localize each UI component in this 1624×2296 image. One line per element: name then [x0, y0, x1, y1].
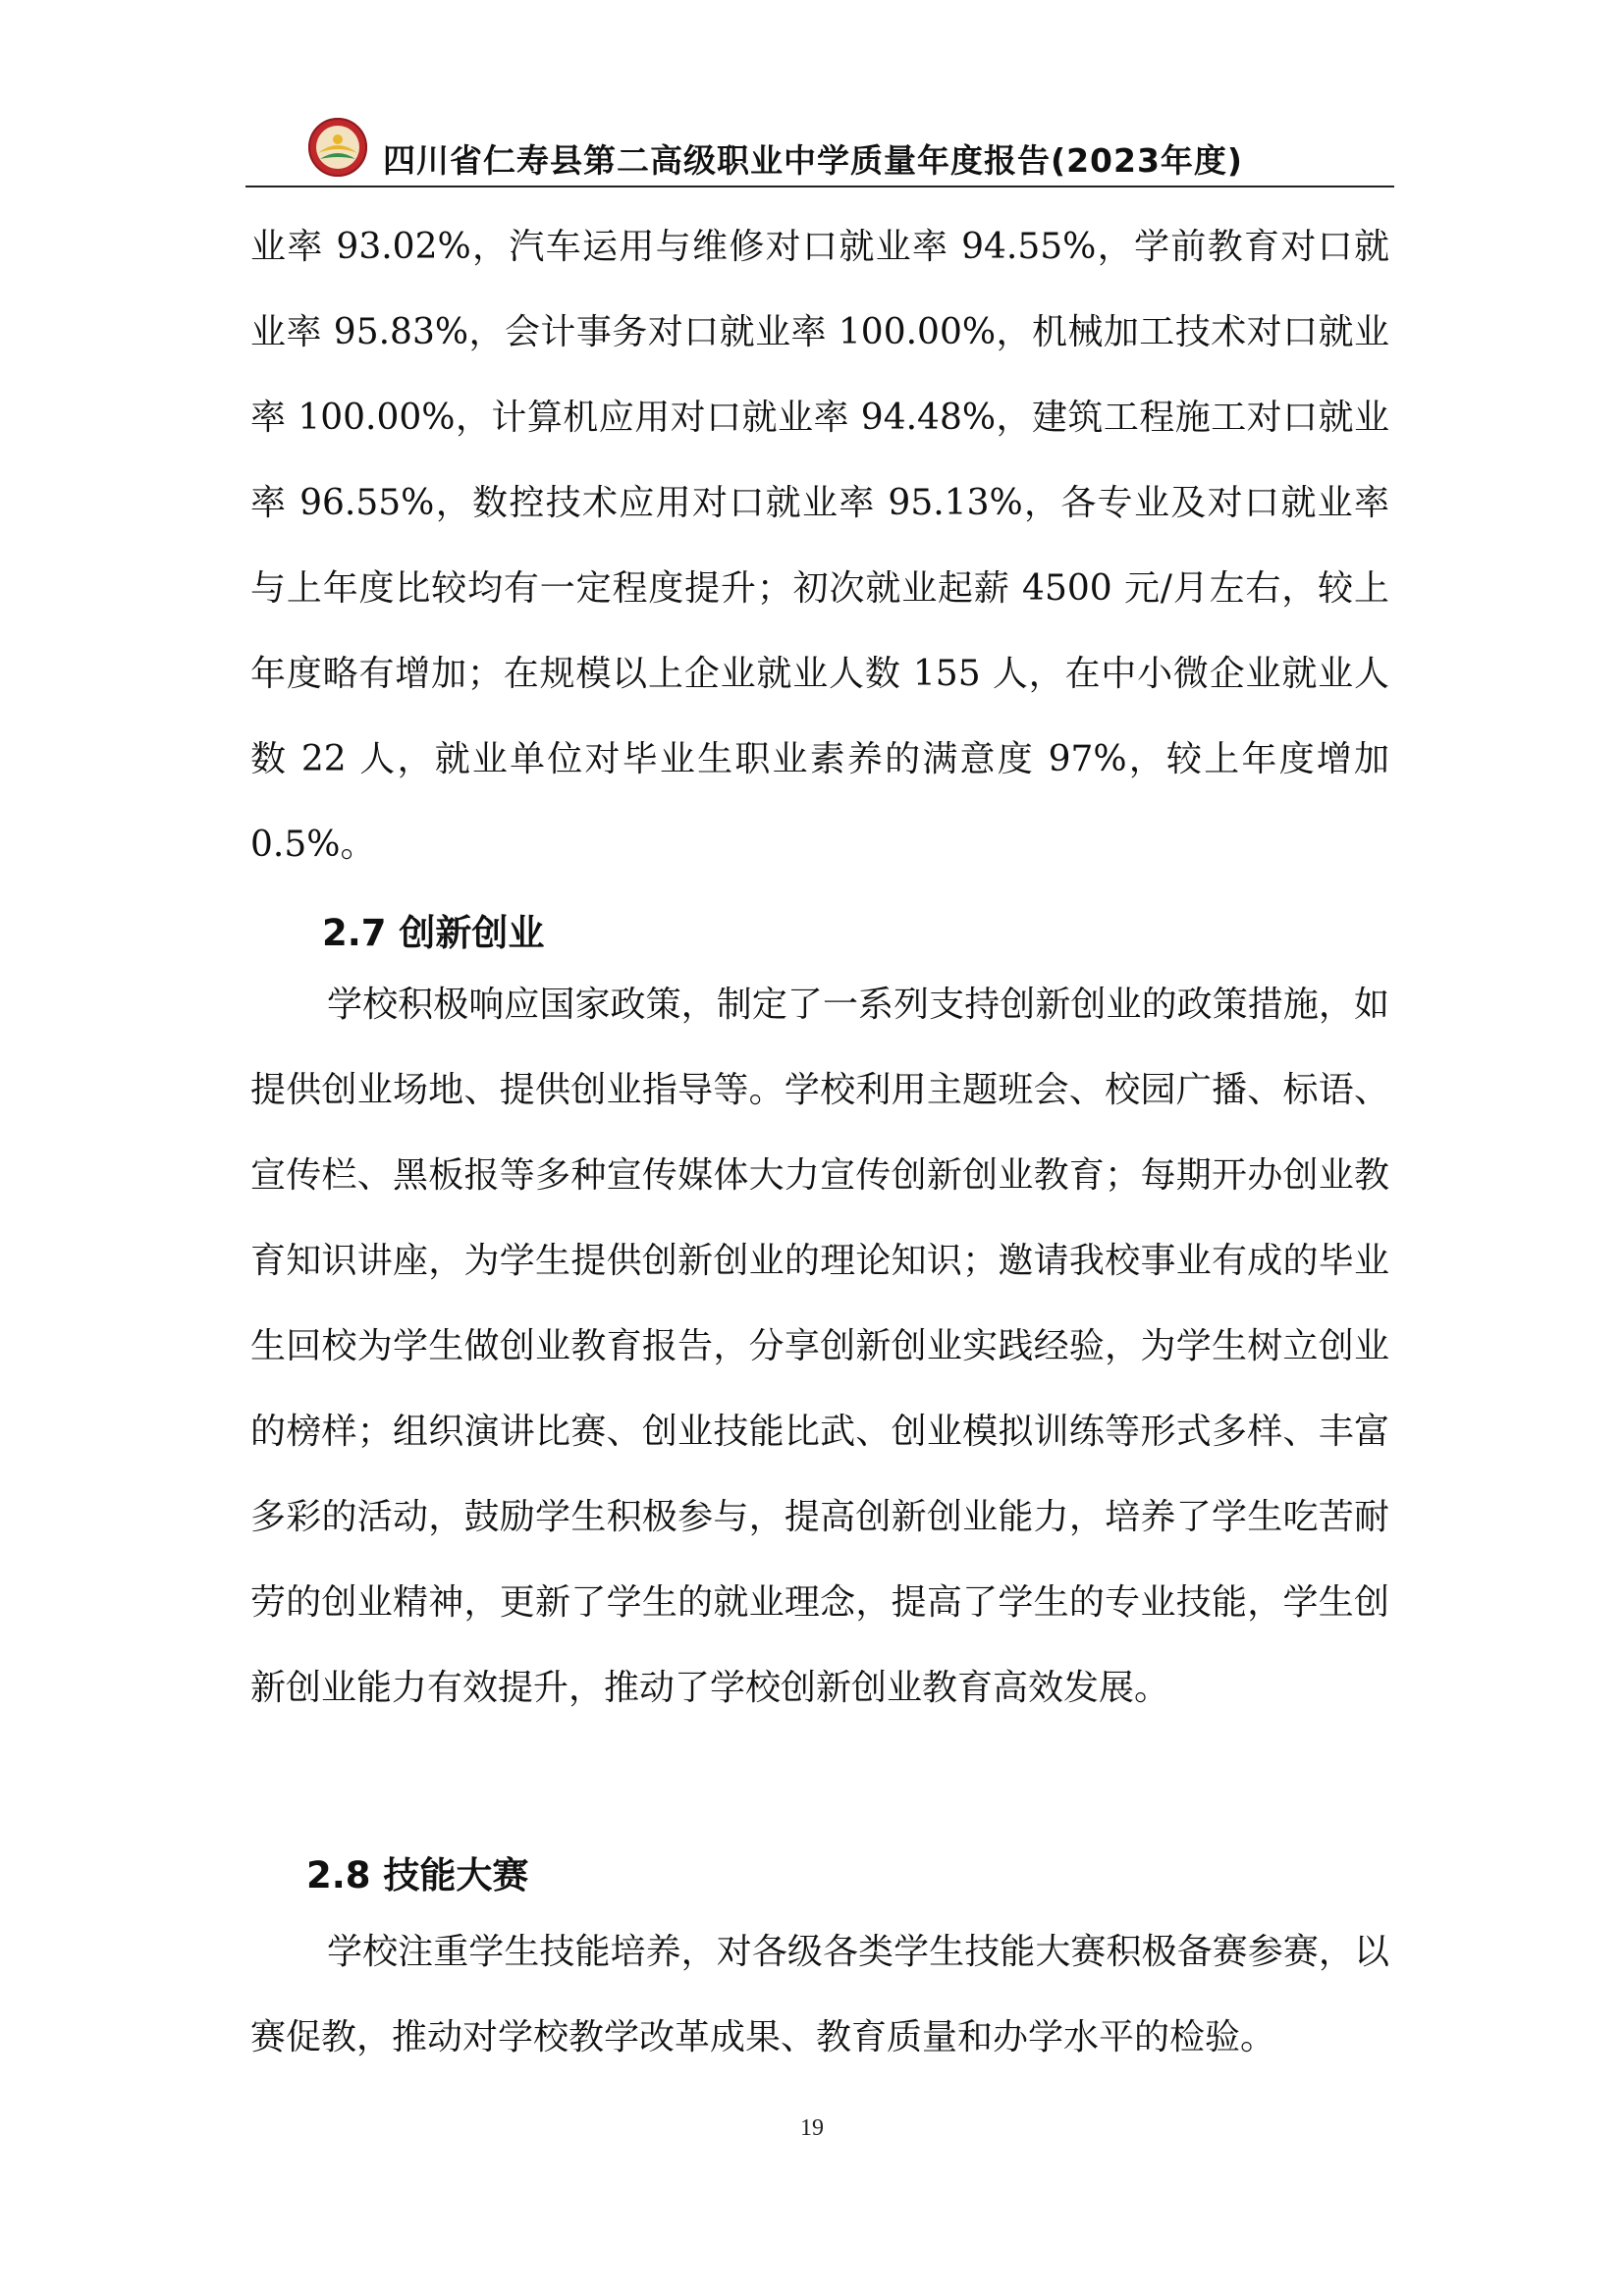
page-number: 19 [800, 2115, 824, 2141]
skills-contest-paragraph: 学校注重学生技能培养，对各级各类学生技能大赛积极备赛参赛，以赛促教，推动对学校教学改革成果、教育质量和办学水平的检验。 [250, 1932, 1389, 2057]
employment-paragraph: 业率 93.02%，汽车运用与维修对口就业率 94.55%，学前教育对口就业率 95.83%，会计事务对口就业率 100.00%，机械加工技术对口就业率 100.00%，计算机应用对口就业率 94.48%，建筑工程施工对口就业率 96.55%，数控技术应用对口就业率 95.13%，各专业及对口就业率与上年度比较均有一定程度提升；初次就业起薪 4500 元/月左右，较上年度略有增加；在规模以上企业就业人数 155 人，在中小微企业就业人数 22 人，就业单位对毕业生职业素养的满意度 97%，较上年度增加 0.5%。 [250, 227, 1389, 865]
page-header [245, 110, 1394, 187]
school-emblem-icon [306, 116, 369, 179]
section-heading-2-7: 2.7 创新创业 [322, 912, 545, 954]
section-heading-2-8: 2.8 技能大赛 [306, 1854, 529, 1896]
innovation-paragraph: 学校积极响应国家政策，制定了一系列支持创新创业的政策措施，如提供创业场地、提供创业指导等。学校利用主题班会、校园广播、标语、宣传栏、黑板报等多种宣传媒体大力宣传创新创业教育；每期开办创业教育知识讲座，为学生提供创新创业的理论知识；邀请我校事业有成的毕业生回校为学生做创业教育报告，分享创新创业实践经验，为学生树立创业的榜样；组织演讲比赛、创业技能比武、创业模拟训练等形式多样、丰富多彩的活动，鼓励学生积极参与，提高创新创业能力，培养了学生吃苦耐劳的创业精神，更新了学生的就业理念，提高了学生的专业技能，学生创新创业能力有效提升，推动了学校创新创业教育高效发展。 [250, 985, 1389, 1708]
header-divider [245, 186, 1394, 187]
report-header-title: 四川省仁寿县第二高级职业中学质量年度报告(2023年度) [383, 141, 1244, 180]
